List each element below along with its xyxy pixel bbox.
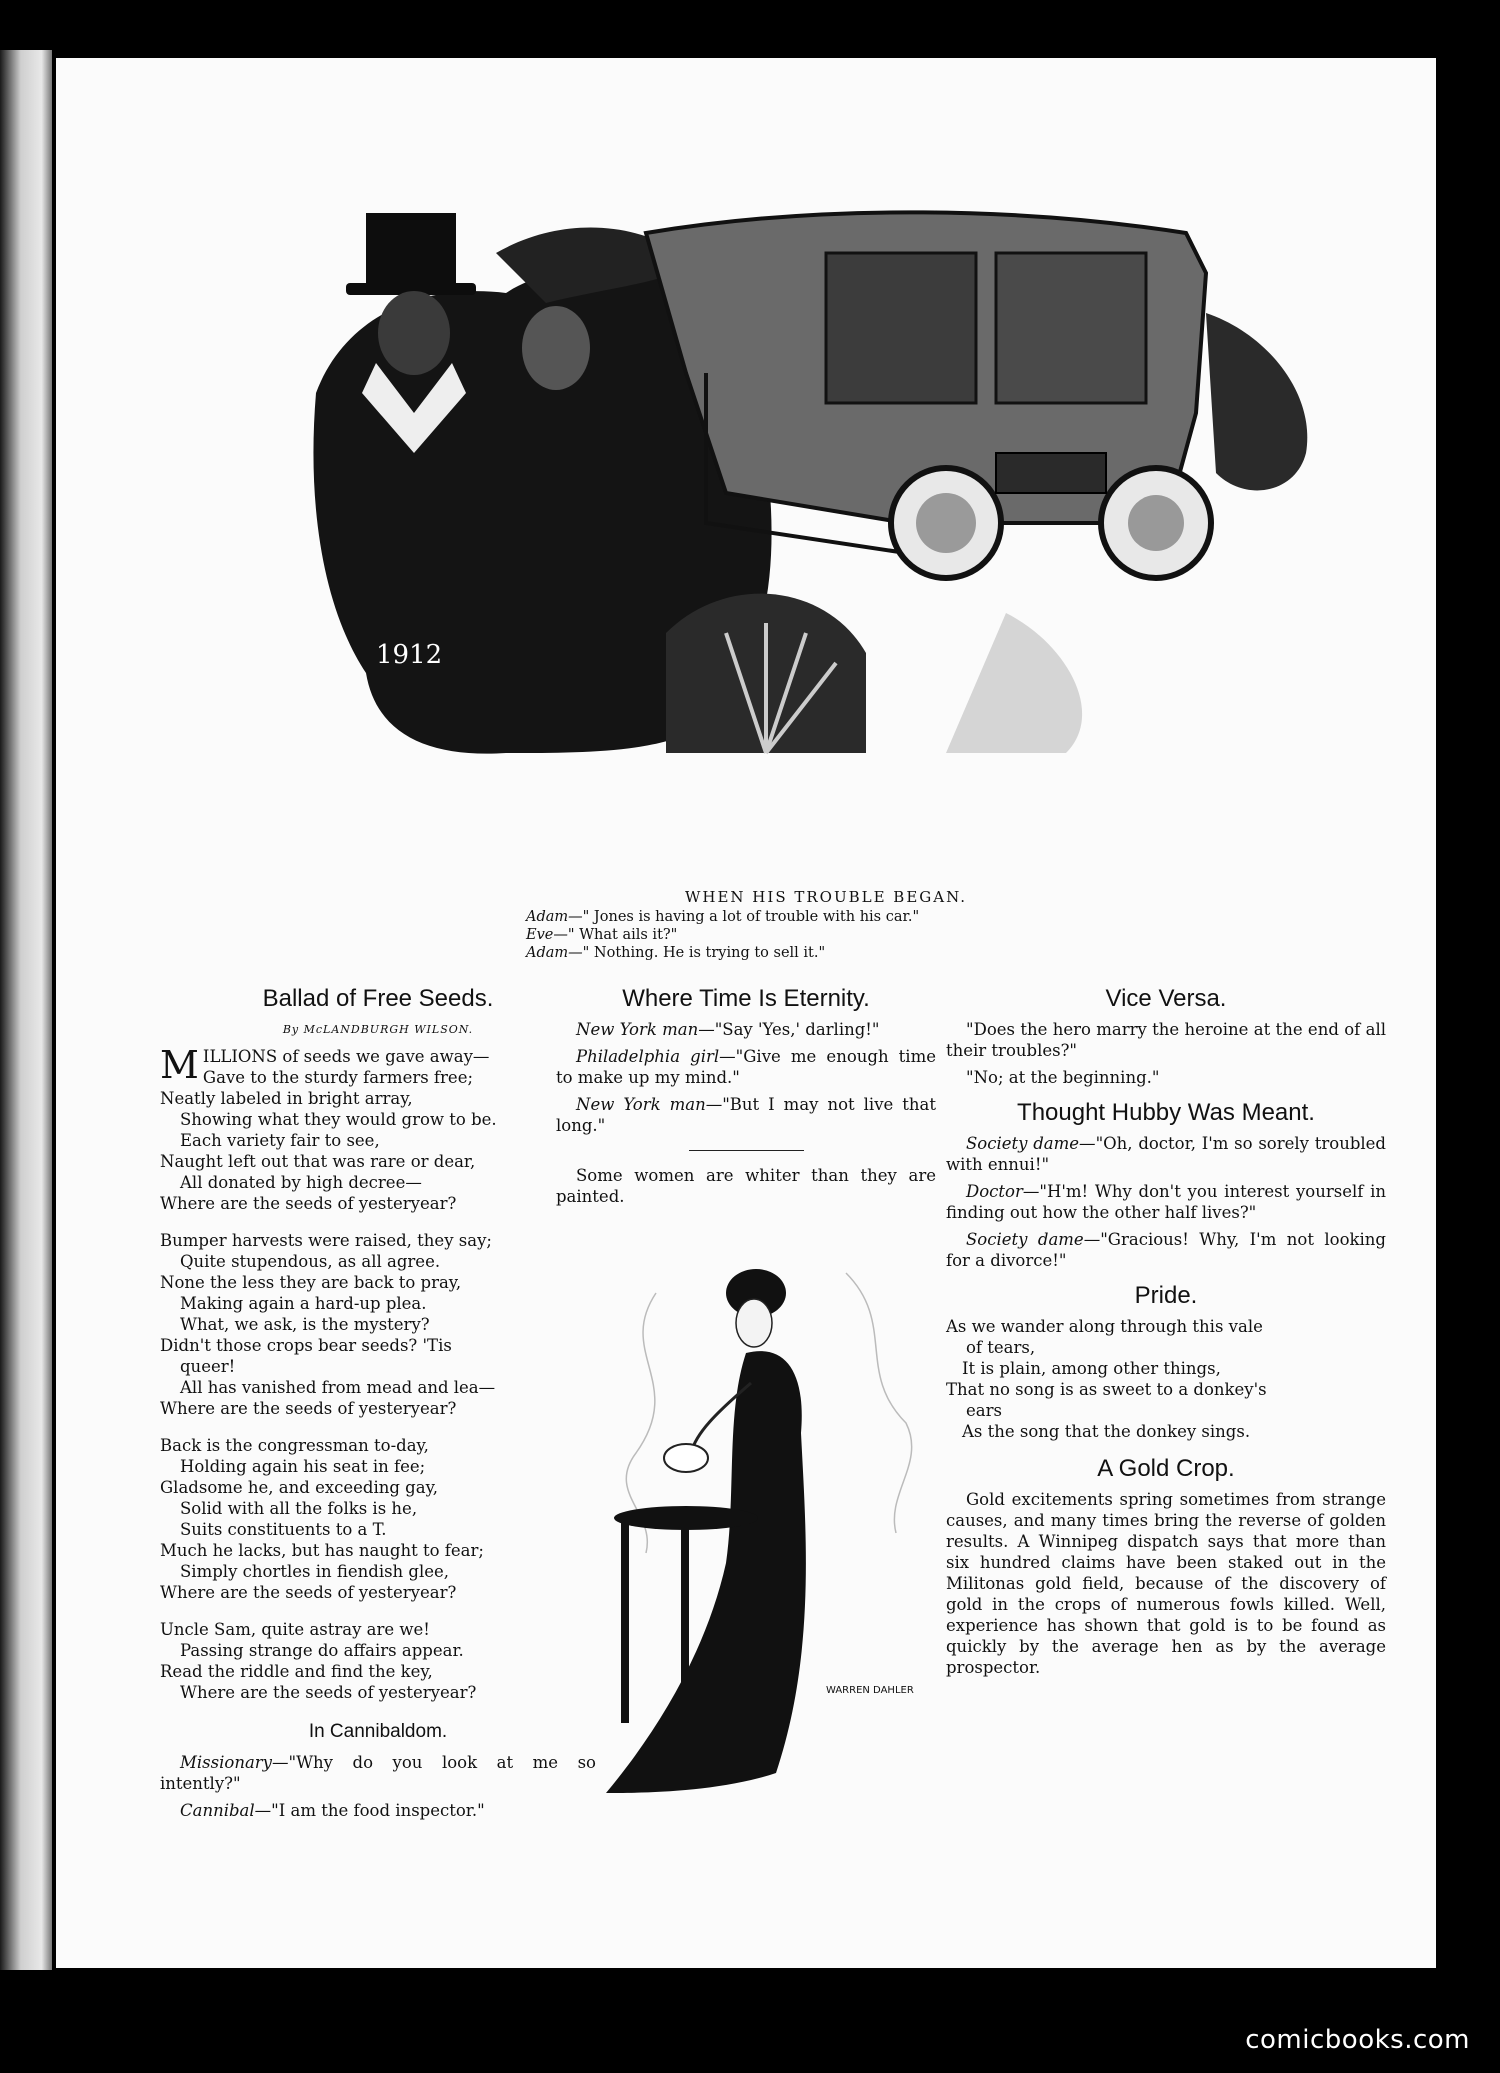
pride-title: Pride.: [1134, 1282, 1198, 1309]
vice-versa-paragraph: "Does the hero marry the heroine at the end of all their troubles?": [946, 1020, 1386, 1060]
eternity-paragraph: New York man—"But I may not live that long.": [556, 1095, 937, 1135]
gold-paragraph: Gold excitements spring sometimes from strange causes, and many times bring the reverse of golden results. A Winnipeg dispatch says that more than six hundred claims have been staked out in the Militonas gold field, because of the discovery of gold in the crops of numerous fowls killed. Well, experience has shown that gold is to be found as quickly by the average hen as by the average prospector.: [946, 1490, 1386, 1677]
hubby-title: Thought Hubby Was Meant.: [1017, 1099, 1315, 1126]
divider-rule: [689, 1150, 804, 1151]
column-right: [946, 985, 1386, 1684]
drop-cap: M: [160, 1043, 199, 1087]
vice-versa-paragraph: "No; at the beginning.": [966, 1068, 1160, 1087]
magazine-page: [56, 58, 1436, 1968]
ballad-byline: By McLANDBURGH WILSON.: [282, 1023, 474, 1036]
site-watermark: comicbooks.com: [1245, 2025, 1470, 2055]
gold-title: A Gold Crop.: [1097, 1455, 1235, 1482]
whiter-paragraph: Some women are whiter than they are painted.: [556, 1166, 936, 1206]
ballad-stanza-1: M ILLIONS of seeds we gave away— Gave to the sturdy farmers free; Neatly labeled in bright array, Showing what they would grow to be. Each variety fair to see, Naught left out that was rare or dear, All donated by high decree— Where are the seeds of yesteryear?: [160, 1043, 497, 1213]
caption-line: Adam—" Jones is having a lot of trouble with his car.": [526, 909, 920, 925]
ballad-stanza-2: Bumper harvests were raised, they say; Quite stupendous, as all agree. None the less they are back to pray, Making again a hard-up plea. What, we ask, is the mystery? Didn't those crops bear seeds? 'Tis queer! All has vanished from mead and lea— Where are the seeds of yesteryear?: [160, 1231, 496, 1418]
eternity-title: Where Time Is Eternity.: [622, 985, 870, 1012]
lady-illustration-signature: WARREN DAHLER: [826, 1685, 914, 1696]
caption-line: Adam—" Nothing. He is trying to sell it.": [526, 945, 826, 961]
car-illustration: [306, 193, 1386, 863]
eternity-paragraph: Philadelphia girl—"Give me enough time to make up my mind.": [556, 1047, 936, 1087]
eternity-paragraph: New York man—"Say 'Yes,' darling!": [576, 1020, 880, 1039]
ballad-title: Ballad of Free Seeds.: [262, 985, 494, 1012]
hubby-paragraph: Society dame—"Gracious! Why, I'm not looking for a divorce!": [946, 1230, 1386, 1270]
vice-versa-title: Vice Versa.: [1105, 985, 1227, 1012]
caption-line: Eve—" What ails it?": [526, 927, 678, 943]
lady-illustration: [596, 1233, 926, 1803]
facing-page-edge: [0, 50, 52, 1970]
caption-title: WHEN HIS TROUBLE BEGAN.: [684, 888, 968, 906]
column-middle: [556, 985, 937, 1213]
hubby-paragraph: Doctor—"H'm! Why don't you interest yourself in finding out how the other half lives?": [946, 1182, 1386, 1222]
car-illustration-signature: 1912: [376, 640, 443, 670]
cannibaldom-title: In Cannibaldom.: [308, 1721, 448, 1742]
column-left: [160, 985, 596, 1827]
ballad-stanza-4: Uncle Sam, quite astray are we! Passing strange do affairs appear. Read the riddle and find the key, Where are the seeds of yesteryear?: [160, 1620, 477, 1702]
illustration-caption: [526, 888, 1126, 962]
cannibaldom-paragraph: Cannibal—"I am the food inspector.": [180, 1801, 485, 1820]
cannibaldom-paragraph: Missionary—"Why do you look at me so intently?": [160, 1753, 596, 1793]
hubby-paragraph: Society dame—"Oh, doctor, I'm so sorely troubled with ennui!": [946, 1134, 1386, 1174]
pride-verse: As we wander along through this vale of tears, It is plain, among other things, That no song is as sweet to a donkey's ears As the song that the donkey sings.: [946, 1317, 1267, 1441]
ballad-stanza-3: Back is the congressman to-day, Holding again his seat in fee; Gladsome he, and exceeding gay, Solid with all the folks is he, Suits constituents to a T. Much he lacks, but has naught to fear; Simply chortles in fiendish glee, Where are the seeds of yesteryear?: [160, 1436, 484, 1602]
